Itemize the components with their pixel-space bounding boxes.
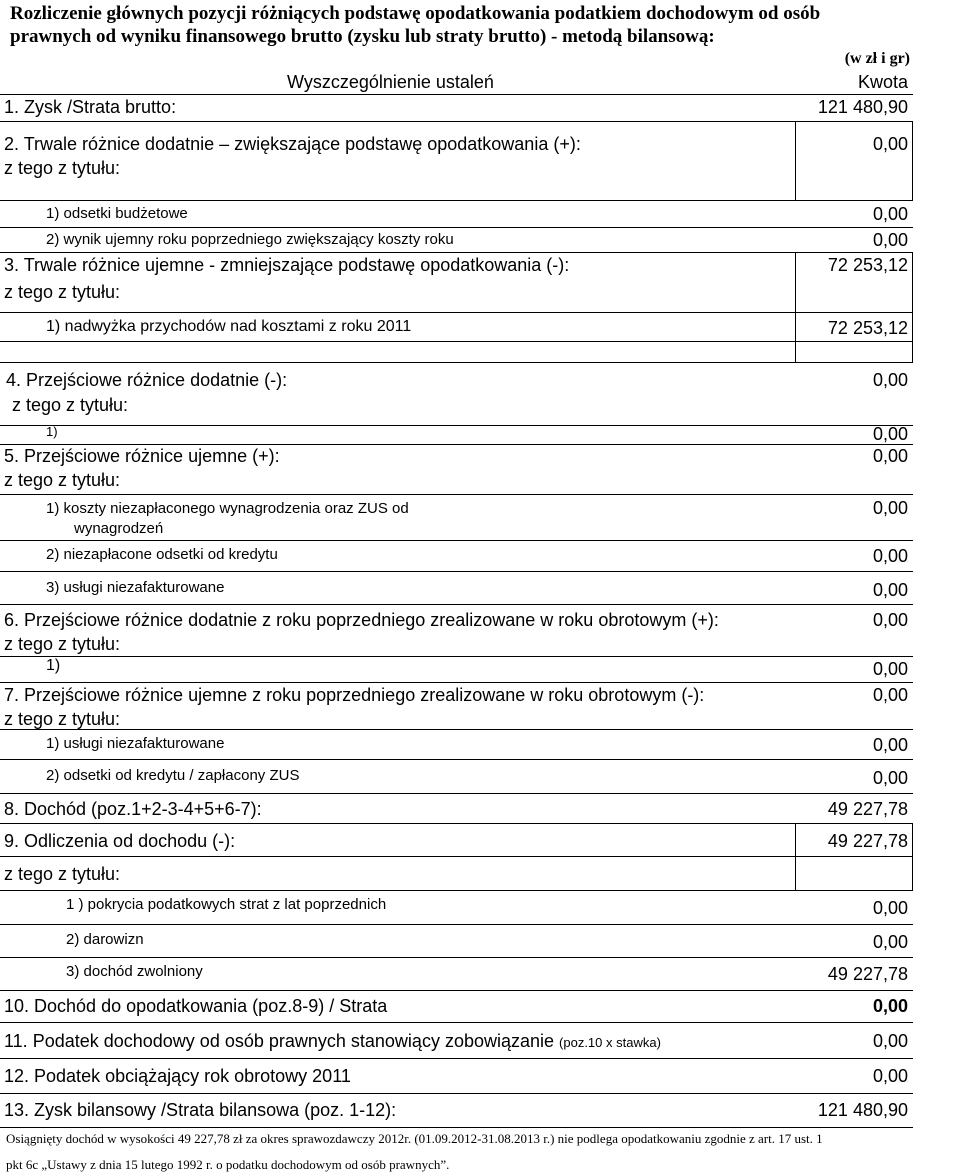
row-divider [0, 682, 913, 683]
row-divider [0, 494, 913, 495]
row-divider [0, 540, 913, 541]
row-7-value: 0,00 [872, 685, 908, 705]
row-5-item-2-value: 0,00 [872, 546, 908, 566]
row-4-label: 4. Przejściowe różnice dodatnie (-): [6, 370, 288, 390]
row-6-value: 0,00 [872, 610, 908, 630]
row-9-item-1-value: 0,00 [872, 898, 908, 918]
row-divider [0, 856, 913, 857]
row-5-item-3-label: 3) usługi niezafakturowane [46, 579, 225, 596]
row-9-value: 49 227,78 [827, 831, 908, 851]
row-divider [0, 729, 913, 730]
row-7-item-2-value: 0,00 [872, 768, 908, 788]
row-6-label: 6. Przejściowe różnice dodatnie z roku poprzedniego zrealizowane w roku obrotowym (+): [4, 610, 719, 630]
row-12-label: 12. Podatek obciążający rok obrotowy 2011 [4, 1066, 351, 1086]
row-6-item-1-label: 1) [46, 657, 61, 674]
row-7-item-2-label: 2) odsetki od kredytu / zapłacony ZUS [46, 767, 300, 784]
row-10-label: 10. Dochód do opodatkowania (poz.8-9) / Strata [4, 996, 388, 1016]
header-amount: Kwota [857, 72, 908, 92]
row-1-value: 121 480,90 [817, 97, 908, 117]
row-11-value: 0,00 [872, 1031, 908, 1051]
row-1-label: 1. Zysk /Strata brutto: [4, 97, 177, 117]
row-3-item-1-value: 72 253,12 [827, 318, 908, 338]
row-6-item-1-value: 0,00 [872, 659, 908, 679]
row-5-value: 0,00 [872, 446, 908, 466]
row-2-sub: z tego z tytułu: [4, 158, 121, 178]
row-4-value: 0,00 [872, 370, 908, 390]
title-line-1: Rozliczenie głównych pozycji różniących podstawę opodatkowania podatkiem dochodowym od osób [10, 3, 821, 24]
row-5-label: 5. Przejściowe różnice ujemne (+): [4, 446, 280, 466]
row-11-label-main: 11. Podatek dochodowy od osób prawnych stanowiący zobowiązanie [4, 1031, 555, 1051]
row-8-label: 8. Dochód (poz.1+2-3-4+5+6-7): [4, 799, 262, 819]
row-13-label: 13. Zysk bilansowy /Strata bilansowa (poz. 1-12): [4, 1100, 397, 1120]
column-divider [795, 121, 796, 200]
row-divider [0, 252, 913, 253]
row-divider [0, 1058, 913, 1059]
row-11-label [4, 1031, 661, 1052]
row-4-sub: z tego z tytułu: [12, 395, 129, 415]
row-4-item-1-value: 0,00 [872, 424, 908, 444]
row-divider [0, 1093, 913, 1094]
row-9-item-3-value: 49 227,78 [827, 964, 908, 984]
footnote-line-1: Osiągnięty dochód w wysokości 49 227,78 zł za okres sprawozdawczy 2012r. (01.09.2012-31.08.2013 r.) nie podlega opodatkowaniu zgodnie z art. 17 ust. 1 [6, 1131, 823, 1146]
row-divider [0, 227, 913, 228]
row-divider [0, 1022, 913, 1023]
row-2-item-1-value: 0,00 [872, 204, 908, 224]
row-2-value: 0,00 [872, 134, 908, 154]
row-12-value: 0,00 [872, 1066, 908, 1086]
column-divider [912, 823, 913, 857]
row-5-item-1-label: 1) koszty niezapłaconego wynagrodzenia oraz ZUS od [46, 500, 409, 517]
row-divider [0, 759, 913, 760]
row-10-value: 0,00 [872, 996, 908, 1016]
row-5-sub: z tego z tytułu: [4, 470, 121, 490]
row-divider [0, 656, 913, 657]
footnote-line-2: pkt 6c „Ustawy z dnia 15 lutego 1992 r. o podatku dochodowym od osób prawnych”. [6, 1157, 450, 1172]
row-9-label: 9. Odliczenia od dochodu (-): [4, 831, 236, 851]
row-2-item-1-label: 1) odsetki budżetowe [46, 205, 188, 222]
row-divider [0, 1127, 913, 1128]
row-6-sub: z tego z tytułu: [4, 634, 121, 654]
row-divider [0, 121, 913, 122]
column-divider [795, 856, 796, 890]
title-line-2: prawnych od wyniku finansowego brutto (zysku lub straty brutto) - metodą bilansową: [10, 26, 715, 47]
column-divider [912, 252, 913, 362]
row-divider [0, 793, 913, 794]
row-divider [0, 312, 913, 313]
row-9-item-2-value: 0,00 [872, 932, 908, 952]
row-divider [0, 341, 913, 342]
row-divider [0, 823, 913, 824]
row-11-label-small: (poz.10 x stawka) [559, 1035, 661, 1050]
row-4-item-1-label: 1) [46, 424, 58, 439]
row-divider [0, 200, 913, 201]
row-divider [0, 924, 913, 925]
column-divider [912, 856, 913, 890]
row-divider [0, 604, 913, 605]
row-3-sub: z tego z tytułu: [4, 282, 121, 302]
row-divider [0, 957, 913, 958]
row-9-item-1-label: 1 ) pokrycia podatkowych strat z lat poprzednich [66, 896, 387, 913]
row-5-item-1-value: 0,00 [872, 498, 908, 518]
row-3-label: 3. Trwale różnice ujemne - zmniejszające podstawę opodatkowania (-): [4, 255, 570, 275]
row-divider [0, 362, 913, 363]
row-9-item-2-label: 2) darowizn [66, 931, 144, 948]
row-3-value: 72 253,12 [827, 255, 908, 275]
row-3-item-1-label: 1) nadwyżka przychodów nad kosztami z roku 2011 [46, 318, 412, 335]
row-5-item-2-label: 2) niezapłacone odsetki od kredytu [46, 546, 278, 563]
unit-label: (w zł i gr) [844, 50, 910, 67]
row-7-sub: z tego z tytułu: [4, 709, 121, 729]
row-5-item-1-label-cont: wynagrodzeń [74, 520, 164, 537]
row-2-label: 2. Trwale różnice dodatnie – zwiększające podstawę opodatkowania (+): [4, 134, 581, 154]
row-7-item-1-value: 0,00 [872, 735, 908, 755]
row-9-item-3-label: 3) dochód zwolniony [66, 963, 203, 980]
column-divider [912, 121, 913, 200]
row-7-item-1-label: 1) usługi niezafakturowane [46, 735, 225, 752]
row-7-label: 7. Przejściowe różnice ujemne z roku poprzedniego zrealizowane w roku obrotowym (-): [4, 685, 705, 705]
row-divider [0, 890, 913, 891]
row-2-item-2-label: 2) wynik ujemny roku poprzedniego zwiększający koszty roku [46, 231, 454, 248]
row-13-value: 121 480,90 [817, 1100, 908, 1120]
row-9-sub: z tego z tytułu: [4, 864, 121, 884]
row-2-item-2-value: 0,00 [872, 230, 908, 250]
row-divider [0, 990, 913, 991]
row-divider [0, 571, 913, 572]
row-divider [0, 94, 913, 95]
row-8-value: 49 227,78 [827, 799, 908, 819]
header-description: Wyszczególnienie ustaleń [287, 72, 494, 92]
row-5-item-3-value: 0,00 [872, 580, 908, 600]
